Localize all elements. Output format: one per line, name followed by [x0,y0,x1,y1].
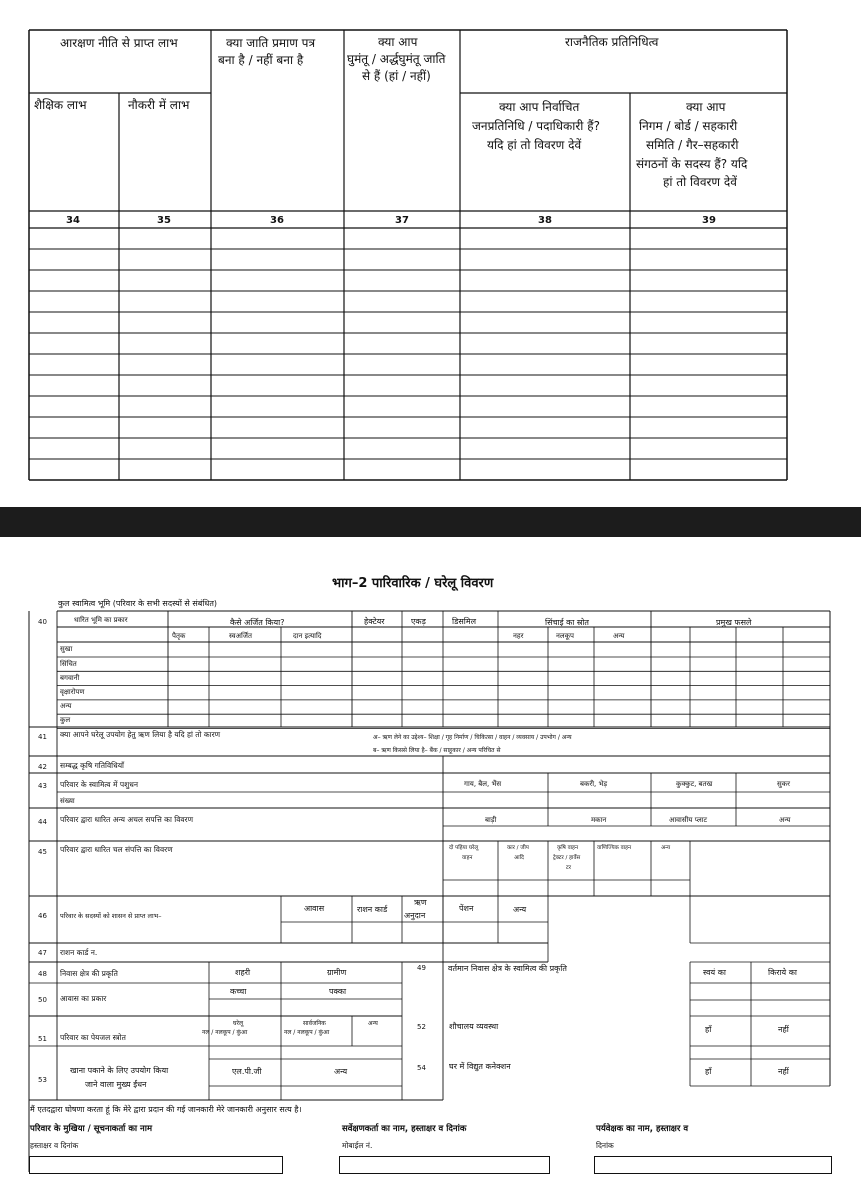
row-num-47: 47 [38,949,47,957]
livestock-pig: सुकर [777,780,790,788]
loan-source: ब– ऋण किससे लिया है– बैंक / साहूकार / अन्य परिचित से [373,747,501,754]
benefit-housing: आवास [304,904,325,913]
land-row-other: अन्य [60,702,72,710]
col-num-36: 36 [270,215,284,226]
ownership-label: वर्तमान निवास क्षेत्र के स्वामित्व की प्रकृति [448,964,567,973]
nomadic-header-line2: घुमंतू / अर्द्धघुमंतू जाति [347,52,446,66]
row-num-40: 40 [38,618,47,626]
livestock-goat: बकरी, भेड़ [580,780,608,788]
land-row-plantation: वृक्षारोपण [60,688,85,696]
residence-urban: शहरी [235,968,251,977]
political-rep-header: राजनैतिक प्रतिनिधित्व [565,35,659,49]
residence-rural: ग्रामीण [327,968,347,977]
land-row-dry: सुखा [60,645,73,653]
board-member-line4: संगठनों के सदस्य हैं? यदि [636,157,748,171]
col-num-39: 39 [702,215,716,226]
fuel-other: अन्य [334,1067,348,1076]
row-num-49: 49 [417,964,426,972]
col-num-34: 34 [66,215,80,226]
acre-header: एकड़ [411,617,426,626]
livestock-poultry: कुक्कुट, बतख [676,780,713,788]
ancestral-header: पैतृक [172,632,186,640]
ownership-rent: किराये का [768,968,797,977]
how-acquired-header: कैसे अर्जित किया? [230,618,285,627]
electricity-label: घर में विद्युत कनेक्शन [449,1062,511,1071]
car-line2: आदि [514,855,524,861]
immovable-plot: आवासीय प्लाट [669,816,708,824]
board-member-line3: समिति / गैर–सहकारी [646,138,739,152]
commercial-vehicle: वाणिज्यिक वाहन [597,845,632,851]
water-other: अन्य [368,1020,378,1027]
ration-card-number-label: राशन कार्ड न. [60,948,98,957]
board-member-line2: निगम / बोर्ड / सहकारी [639,119,738,133]
fuel-label-line1: खाना पकाने के लिए उपयोग किया [70,1066,169,1075]
row-num-46: 46 [38,912,47,920]
nomadic-header-line1: क्या आप [378,35,418,49]
immovable-other: अन्य [779,816,791,824]
govt-benefit-label: परिवार के सदस्यों को शासन से प्राप्त लाभ– [60,912,162,920]
immovable-property-label: परिवार द्वारा धारित अन्य अचल सपत्ति का विवरण [60,815,194,824]
electricity-no: नहीं [778,1067,789,1076]
part2-title: भाग–2 पारिवारिक / घरेलू विवरण [332,576,494,591]
land-caption: कुल स्वामित्व भूमि (परिवार के सभी सदस्यों से संबंधित) [58,599,218,608]
job-benefit-header: नौकरी में लाभ [128,98,190,112]
land-row-horticulture: बगवानी [60,674,80,682]
head-signature-box[interactable] [29,1156,283,1174]
ownership-own: स्वयं का [703,968,726,977]
row-num-48: 48 [38,970,47,978]
elected-rep-line3: यदि हां तो विवरण देवें [487,138,582,152]
fuel-label-line2: जाने वाला मुख्य ईंधन [85,1080,147,1089]
surveyor-signature-box[interactable] [339,1156,550,1174]
main-crops-header: प्रमुख फसले [716,618,752,627]
housing-type-label: आवास का प्रकार [60,994,107,1003]
row-num-41: 41 [38,733,47,741]
caste-cert-header-line1: क्या जाति प्रमाण पत्र [226,36,316,50]
loan-question: क्या आपने घरेलू उपयोग हेतु ऋण लिया है यदि हां तो कारण [60,730,221,739]
electricity-yes: हाँ [705,1067,712,1076]
water-domestic-line1: घरेलू [233,1020,244,1027]
row-num-43: 43 [38,782,47,790]
declaration-text: मैं एतदद्वारा घोषणा करता हूं कि मेरे द्वारा प्रदान की गई जानकारी मेरे जानकारी अनुसार सत्य है। [30,1105,302,1114]
tractor-line1: कृषि वाहन [557,845,579,851]
decimal-header: डिसमिल [452,617,477,626]
water-public-line1: सार्वजनिक [303,1020,326,1027]
residence-type-label: निवास क्षेत्र की प्रकृति [60,969,118,978]
surveyor-signature-label: सर्वेक्षणकर्ता का नाम, हस्ताक्षर व दिनांक [342,1124,467,1134]
car-line1: कार / जीप [507,845,529,851]
head-signature-sub: हस्ताक्षर व दिनांक [30,1141,79,1150]
housing-pucca: पक्का [329,987,347,996]
col-num-35: 35 [157,215,171,226]
movable-other: अन्य [661,845,671,851]
row-num-54: 54 [417,1064,426,1072]
fuel-lpg: एल.पी.जी [232,1067,262,1076]
housing-kutcha: कच्चा [230,987,247,996]
benefit-loan-line2: अनुदान [404,911,426,920]
elected-rep-line2: जनप्रतिनिधि / पदाधिकारी हैं? [472,119,600,133]
two-wheeler-line1: दो पहिया घरेलू [449,845,479,851]
water-source-label: परिवार का पेयजल स्त्रोत [60,1033,126,1042]
row-num-42: 42 [38,763,47,771]
loan-purpose: अ– ऋण लेने का उद्देश्य– शिक्षा / गृह निर्माण / चिकित्सा / वाहन / व्यवसाय / उपभोग / अन्य [373,734,572,741]
board-member-line5: हां तो विवरण देवें [663,175,737,189]
board-member-line1: क्या आप [686,100,726,114]
row-num-50: 50 [38,996,47,1004]
benefit-loan-line1: ऋण [414,898,427,907]
toilet-no: नहीं [778,1025,789,1034]
elected-rep-line1: क्या आप निर्वाचित [499,100,580,114]
row-num-45: 45 [38,848,47,856]
toilet-yes: हाँ [705,1025,712,1034]
tubewell-header: नलकूप [556,632,574,640]
education-benefit-header: शैक्षिक लाभ [34,98,87,112]
row-num-52: 52 [417,1023,426,1031]
self-acquired-header: स्वअर्जित [229,632,252,640]
livestock-label: परिवार के स्वामित्व में पशुधन [60,780,138,789]
page-separator-bar [0,507,861,537]
supervisor-signature-label: पर्यवेक्षक का नाम, हस्ताक्षर व [596,1124,689,1134]
benefit-pension: पेंशन [459,904,474,913]
row-num-44: 44 [38,818,47,826]
land-row-total: कुल [60,716,71,724]
land-row-irrigated: सिंचित [60,660,77,668]
immovable-house: मकान [591,816,607,824]
benefit-ration-card: राशन कार्ड [357,905,388,914]
reservation-benefit-header: आरक्षण नीति से प्राप्त लाभ [60,36,178,50]
supervisor-signature-box[interactable] [594,1156,832,1174]
canal-header: नहर [513,632,524,640]
tractor-line3: टर [566,865,572,871]
toilet-label: शौचालय व्यवस्था [449,1022,499,1031]
col-num-37: 37 [395,215,409,226]
water-public-line2: नल / नलकूप / कुंआ [284,1029,330,1036]
caste-cert-header-line2: बना है / नहीं बना है [218,53,304,67]
immovable-fence: बाड़ी [485,816,497,824]
surveyor-mobile-label: मोबाईल नं. [342,1141,373,1150]
movable-property-label: परिवार द्वारा धारित चल संपत्ति का विवरण [60,845,173,854]
tractor-line2: ट्रेक्टर / हार्वेस [553,855,581,861]
head-signature-label: परिवार के मुखिया / सूचनाकर्ता का नाम [30,1124,153,1134]
row-num-51: 51 [38,1035,47,1043]
supervisor-date-label: दिनांक [596,1141,614,1150]
irrigation-header: सिंचाई का स्रोत [545,618,589,627]
two-wheeler-line2: वाहन [462,855,473,861]
col-num-38: 38 [538,215,552,226]
land-type-header: धारित भूमि का प्रकार [74,616,128,624]
irrigation-other-header: अन्य [613,632,625,640]
water-domestic-line2: नल / नलकूप / कुंआ [202,1029,248,1036]
agri-activities-label: सम्बद्ध कृषि गतिविधियाँ [60,761,124,770]
benefit-other: अन्य [513,905,527,914]
donation-header: दान इत्यादि [293,632,322,640]
row-num-53: 53 [38,1076,47,1084]
hectare-header: हेक्टेयर [364,617,385,626]
nomadic-header-line3: से हैं (हां / नहीं) [362,69,431,83]
livestock-count-label: संख्या [60,797,75,805]
livestock-cow: गाय, बैल, भैंस [464,780,502,788]
